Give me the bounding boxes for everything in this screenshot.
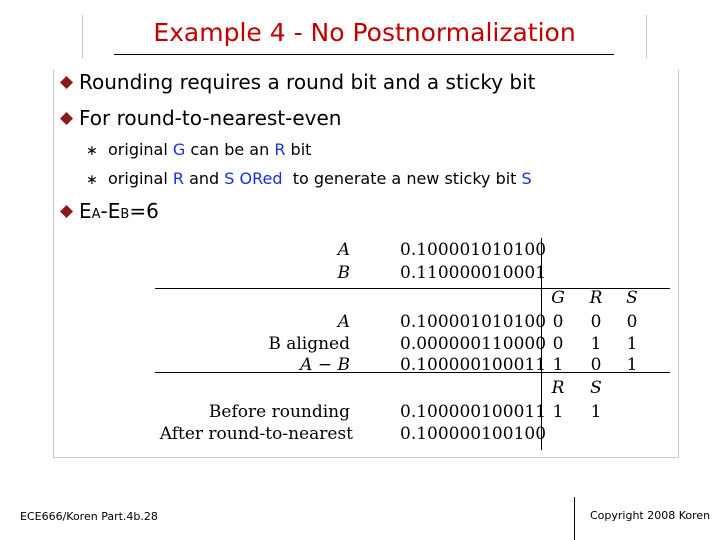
bullet-text: For round-to-nearest-even	[79, 106, 342, 130]
bullet-exponent-diff	[60, 199, 159, 223]
sub-text: original	[108, 140, 173, 159]
sub-text-accent: ORed	[234, 169, 283, 188]
bit-value: 1	[552, 355, 564, 375]
bullet-round-to-nearest	[60, 106, 341, 130]
subtraction-table	[150, 238, 670, 450]
sub-bullet-rs	[86, 169, 532, 188]
row-label: A	[337, 240, 350, 260]
title-underline	[114, 54, 614, 55]
sub-text-accent: G	[172, 140, 186, 159]
exp-text: -E	[100, 199, 121, 223]
bit-value: 0	[590, 355, 602, 375]
bit-header: S	[626, 288, 638, 308]
bit-header: S	[590, 378, 602, 398]
bit-value: 1	[590, 402, 602, 422]
sub-text-accent: R	[172, 169, 185, 188]
diamond-bullet-icon	[60, 112, 73, 125]
bit-value: 0	[626, 312, 638, 332]
diamond-bullet-icon	[60, 76, 73, 89]
row-label: B aligned	[268, 334, 350, 354]
content-frame-bottom	[53, 457, 679, 458]
exp-text: E	[79, 199, 92, 223]
content-frame-left	[53, 70, 54, 458]
row-value: 0.100000100011	[400, 402, 547, 422]
bit-header: R	[589, 288, 603, 308]
bit-value: 0	[552, 312, 564, 332]
bit-value: 1	[626, 355, 638, 375]
asterisk-bullet-icon: ∗	[86, 172, 98, 188]
bit-value: 0	[552, 334, 564, 354]
footer-course-label: ECE666/Koren Part.4b.28	[20, 510, 158, 523]
exp-text: =6	[129, 199, 159, 223]
row-label: After round-to-nearest	[159, 424, 353, 444]
exp-subscript: B	[120, 207, 130, 222]
content-frame-right	[678, 70, 679, 458]
row-label: A − B	[300, 355, 350, 375]
sub-text: original	[108, 169, 173, 188]
footer-copyright: Copyright 2008 Koren	[590, 509, 711, 522]
bit-value: 1	[626, 334, 638, 354]
row-value: 0.110000010001	[400, 263, 547, 283]
row-label: B	[337, 263, 350, 283]
sub-text-accent: S	[521, 169, 532, 188]
row-value: 0.100000100100	[400, 424, 547, 444]
row-label: Before rounding	[208, 402, 350, 422]
row-value: 0.100000100011	[400, 355, 547, 375]
bit-value: 1	[590, 334, 602, 354]
sub-text-accent: R	[274, 140, 286, 159]
row-value: 0.000000110000	[400, 334, 547, 354]
sub-text: can be an	[185, 140, 275, 159]
bit-value: 0	[590, 312, 602, 332]
sub-text: and	[184, 169, 225, 188]
diamond-bullet-icon	[60, 205, 73, 218]
bit-header: R	[551, 378, 565, 398]
slide-title: Example 4 - No Postnormalization	[153, 18, 576, 47]
row-label: A	[337, 312, 350, 332]
bit-value: 1	[552, 402, 564, 422]
row-value: 0.100001010100	[400, 240, 547, 260]
footer-divider	[574, 497, 575, 540]
bit-header: G	[551, 288, 565, 308]
exp-subscript: A	[91, 207, 101, 222]
sub-bullet-g	[86, 140, 311, 159]
bullet-text: Rounding requires a round bit and a sticky bit	[79, 70, 536, 94]
sub-text: to generate a new sticky bit	[282, 169, 522, 188]
row-value: 0.100001010100	[400, 312, 547, 332]
sub-text: bit	[285, 140, 312, 159]
bullet-rounding	[60, 70, 536, 94]
sub-text-accent: S	[224, 169, 235, 188]
asterisk-bullet-icon: ∗	[86, 143, 98, 159]
